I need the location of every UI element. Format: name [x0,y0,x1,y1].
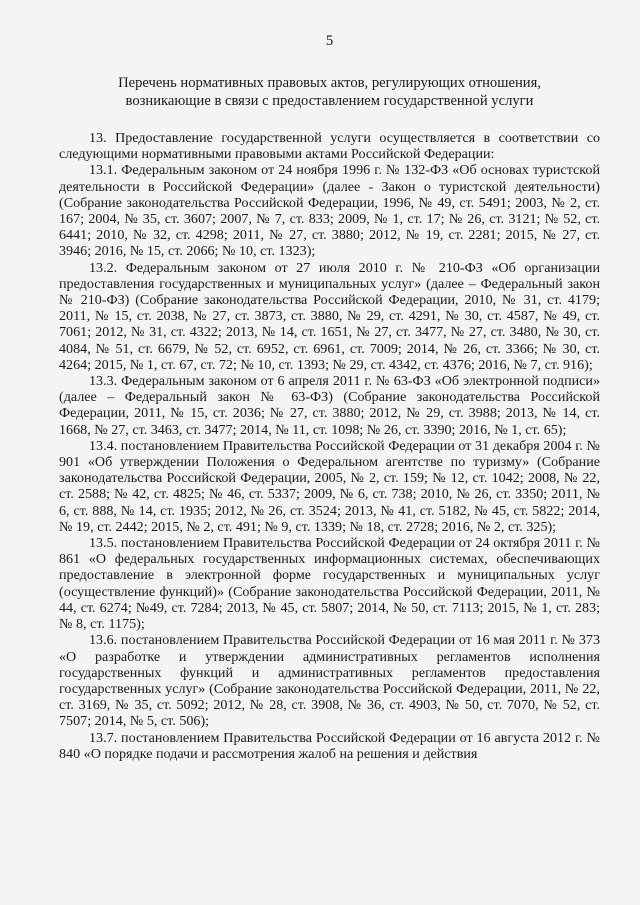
paragraph-13-5: 13.5. постановлением Правительства Российской Федерации от 24 октября 2011 г. № 861 «О федеральных государственных информационных системах, обеспечивающих предоставление в электронной форме государственных и муниципальных услуг (осуществление функций)» (Собрание законодательства Российской Федерации, 2011, № 44, ст. 6274; №49, ст. 7284; 2013, № 45, ст. 5807; 2014, № 50, ст. 7113; 2015, № 1, ст. 283; № 8, ст. 1175); [59,535,600,633]
paragraph-13-1: 13.1. Федеральным законом от 24 ноября 1996 г. № 132-ФЗ «Об основах туристской деятельности в Российской Федерации» (далее - Закон о туристской деятельности) (Собрание законодательства Российской Федерации, 1996, № 49, ст. 5491; 2003, № 2, ст. 167; 2004, № 35, ст. 3607; 2007, № 7, ст. 833; 2009, № 1, ст. 17; № 26, ст. 3121; № 52, ст. 6441; 2010, № 32, ст. 4298; 2011, № 27, ст. 3880; 2012, № 19, ст. 2281; 2015, № 27, ст. 3946; 2016, № 15, ст. 2066; № 10, ст. 1323); [59,162,600,260]
paragraph-13-7: 13.7. постановлением Правительства Российской Федерации от 16 августа 2012 г. № 840 «О порядке подачи и рассмотрения жалоб на решения и действия [59,729,600,762]
paragraph-13-6: 13.6. постановлением Правительства Российской Федерации от 16 мая 2011 г. № 373 «О разработке и утверждении административных регламентов исполнения государственных функций и административных регламентов предоставления государственных услуг» (Собрание законодательства Российской Федерации, 2011, № 22, ст. 3169, № 35, ст. 5092; 2012, № 28, ст. 3908, № 36, ст. 4903, № 50, ст. 7070, № 52, ст. 7507; 2014, № 5, ст. 506); [59,632,600,730]
section-heading [59,74,600,110]
paragraph-13-4: 13.4. постановлением Правительства Российской Федерации от 31 декабря 2004 г. № 901 «Об утверждении Положения о Федеральном агентстве по туризму» (Собрание законодательства Российской Федерации, 2005, № 2, ст. 159; № 12, ст. 1042; 2008, № 22, ст. 2588; № 42, ст. 4825; № 46, ст. 5337; 2009, № 6, ст. 738; 2010, № 26, ст. 3350; 2011, № 6, ст. 888, № 14, ст. 1935; 2012, № 26, ст. 3524; 2013, № 41, ст. 5182, № 45, ст. 5822; 2014, № 19, ст. 2442; 2015, № 2, ст. 491; № 9, ст. 1339; № 18, ст. 2728; 2016, № 2, ст. 325); [59,437,600,535]
paragraph-13-3: 13.3. Федеральным законом от 6 апреля 2011 г. № 63-ФЗ «Об электронной подписи» (далее – Федеральный закон № 63-ФЗ) (Собрание законодательства Российской Федерации, 2011, № 15, ст. 2036; № 27, ст. 3880; 2012, № 29, ст. 3988; 2013, № 14, ст. 1668, № 27, ст. 3463, ст. 3477; 2014, № 11, ст. 1098; № 26, ст. 3390; 2016, № 1, ст. 65); [59,373,600,438]
paragraph-13: 13. Предоставление государственной услуги осуществляется в соответствии со следующими нормативными правовыми актами Российской Федерации: [59,130,600,163]
paragraph-13-2: 13.2. Федеральным законом от 27 июля 2010 г. № 210-ФЗ «Об организации предоставления государственных и муниципальных услуг» (далее – Федеральный закон № 210-ФЗ) (Собрание законодательства Российской Федерации, 2010, № 31, ст. 4179; 2011, № 15, ст. 2038, № 27, ст. 3873, ст. 3880, № 29, ст. 4291, № 30, ст. 4587, № 49, ст. 7061; 2012, № 31, ст. 4322; 2013, № 14, ст. 1651, № 27, ст. 3477, № 27, ст. 3480, № 30, ст. 4084, № 51, ст. 6679, № 52, ст. 6952, ст. 6961, ст. 7009; 2014, № 26, ст. 3366; № 30, ст. 4264; 2015, № 1, ст. 67, ст. 72; № 10, ст. 1393; № 29, ст. 4342, ст. 4376; 2016, № 7, ст. 916); [59,259,600,373]
document-body [59,130,600,762]
page-number: 5 [325,33,334,49]
section-heading-line-2: возникающие в связи с предоставлением государственной услуги [125,93,534,109]
section-heading-line-1: Перечень нормативных правовых актов, регулирующих отношения, [118,75,541,91]
